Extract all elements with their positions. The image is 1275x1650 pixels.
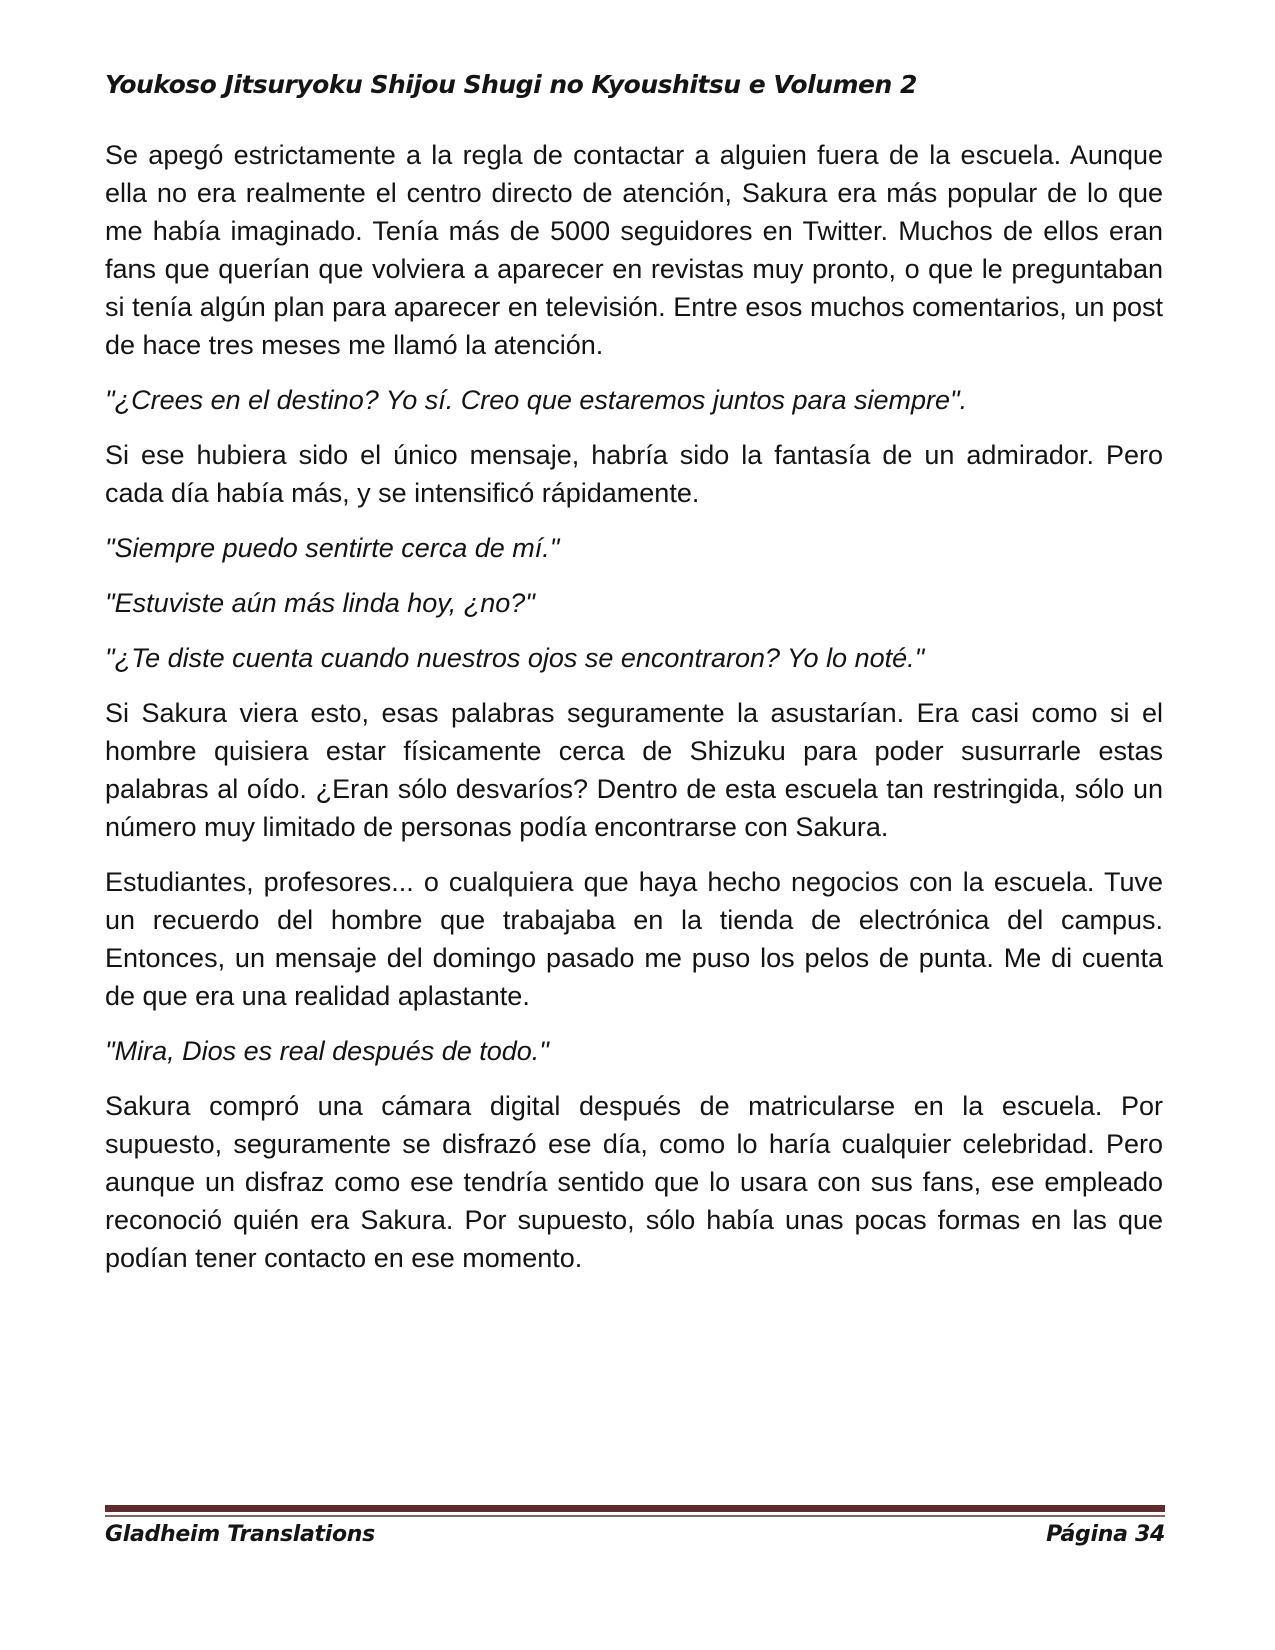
page-footer <box>105 1522 1165 1547</box>
quote-paragraph: "¿Crees en el destino? Yo sí. Creo que estaremos juntos para siempre". <box>105 385 968 415</box>
paragraph: Si ese hubiera sido el único mensaje, habría sido la fantasía de un admirador. Pero cada día había más, y se intensificó rápidamente. <box>105 440 1163 508</box>
paragraph: Estudiantes, profesores... o cualquiera que haya hecho negocios con la escuela. Tuve un recuerdo del hombre que trabajaba en la tienda de electrónica del campus. Entonces, un mensaje del domingo pasado me puso los pelos de punta. Me di cuenta de que era una realidad aplastante. <box>105 867 1163 1011</box>
footer-divider-thin-line <box>105 1515 1165 1517</box>
quote-paragraph: "Estuviste aún más linda hoy, ¿no?" <box>105 588 535 618</box>
page-header-title: Youkoso Jitsuryoku Shijou Shugi no Kyoushitsu e Volumen 2 <box>105 70 917 99</box>
quote-paragraph: "¿Te diste cuenta cuando nuestros ojos se encontraron? Yo lo noté." <box>105 643 925 673</box>
quote-paragraph: "Siempre puedo sentirte cerca de mí." <box>105 533 560 563</box>
footer-divider-rule <box>105 1505 1165 1518</box>
footer-translator-credit: Gladheim Translations <box>105 1522 375 1547</box>
paragraph: Se apegó estrictamente a la regla de contactar a alguien fuera de la escuela. Aunque ella no era realmente el centro directo de atención, Sakura era más popular de lo que me había imaginado. Tenía más de 5000 seguidores en Twitter. Muchos de ellos eran fans que querían que volviera a aparecer en revistas muy pronto, o que le preguntaban si tenía algún plan para aparecer en televisión. Entre esos muchos comentarios, un post de hace tres meses me llamó la atención. <box>105 140 1163 360</box>
paragraph: Sakura compró una cámara digital después de matricularse en la escuela. Por supuesto, seguramente se disfrazó ese día, como lo haría cualquier celebridad. Pero aunque un disfraz como ese tendría sentido que lo usara con sus fans, ese empleado reconoció quién era Sakura. Por supuesto, sólo había unas pocas formas en las que podían tener contacto en ese momento. <box>105 1091 1163 1273</box>
footer-divider-thick-line <box>105 1505 1165 1512</box>
body-text-block <box>105 136 1163 1294</box>
paragraph: Si Sakura viera esto, esas palabras seguramente la asustarían. Era casi como si el hombre quisiera estar físicamente cerca de Shizuku para poder susurrarle estas palabras al oído. ¿Eran sólo desvaríos? Dentro de esta escuela tan restringida, sólo un número muy limitado de personas podía encontrarse con Sakura. <box>105 698 1163 842</box>
footer-page-number: Página 34 <box>1046 1522 1165 1547</box>
quote-paragraph: "Mira, Dios es real después de todo." <box>105 1036 549 1066</box>
